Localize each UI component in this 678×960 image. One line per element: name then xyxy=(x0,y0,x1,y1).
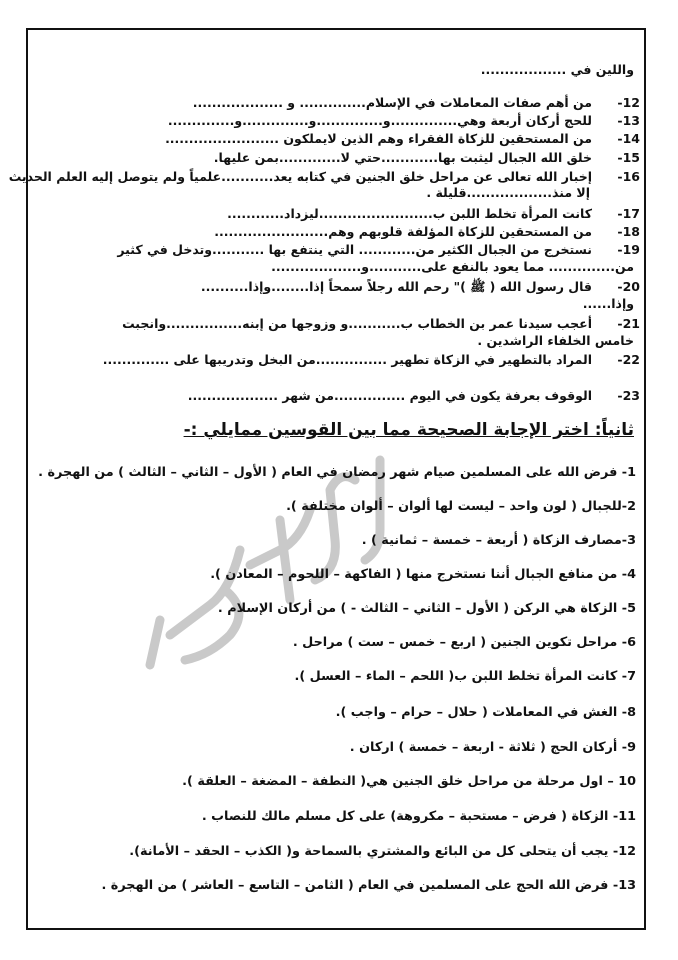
choice-item: 3-مصارف الزكاة ( أربعة – خمسة – ثمانية ) . xyxy=(361,533,636,548)
question-continuation: من.............. مما يعود بالنفع على...........و................... xyxy=(271,259,634,274)
question-text: نستخرج من الجبال الكثير من............ التي ينتفع بها ...........وتدخل في كثير xyxy=(117,242,592,257)
question-text: إخبار الله تعالى عن مراحل خلق الجنين في كتابه يعد...........علمياً ولم يتوصل إليه العلم الحديث xyxy=(8,169,592,184)
question-continuation: خامس الخلفاء الراشدين . xyxy=(477,333,634,348)
choice-item: 12- يجب أن يتحلى كل من البائع والمشتري بالسماحة و( الكذب – الحقد – الأمانة). xyxy=(129,844,636,859)
question-text: من أهم صفات المعاملات في الإسلام.............. و ................... xyxy=(192,95,592,110)
choice-item: 9- أركان الحج ( ثلاثة - اربعة – خمسة ) اركان . xyxy=(349,740,636,755)
question-text: من المستحقين للزكاة المؤلفة قلوبهم وهم........................ xyxy=(214,224,592,239)
question-number: -18 xyxy=(617,224,640,239)
choice-item: 5- الزكاة هي الركن ( الأول – الثاني – الثالث - ) من أركان الإسلام . xyxy=(217,601,636,616)
question-text: قال رسول الله ( ﷺ )" رحم الله رجلاً سمحاً إذا........وإذا.......... xyxy=(200,279,592,294)
choice-item: 13- فرض الله الحج على المسلمين في العام ( الثامن – التاسع – العاشر ) من الهجرة . xyxy=(101,878,636,893)
intro-line: واللين في .................. xyxy=(480,62,634,77)
question-text: الوقوف بعرفة يكون في اليوم ...............من شهر ................... xyxy=(187,388,592,403)
question-number: -13 xyxy=(617,113,640,128)
choice-item: 4- من منافع الجبال أننا نستخرج منها ( الفاكهة – اللحوم – المعادن ). xyxy=(210,567,636,582)
question-continuation: إلا منذ..................قليلة . xyxy=(426,185,590,200)
choice-item: 1- فرض الله على المسلمين صيام شهر رمضان في العام ( الأول – الثاني – الثالث ) من الهجرة . xyxy=(38,465,636,480)
section2-title: ثانياً: اختر الإجابة الصحيحة مما بين القوسين ممايلي :- xyxy=(183,420,634,440)
choice-item: 8- الغش في المعاملات ( حلال – حرام – واجب ). xyxy=(335,705,636,720)
question-number: -12 xyxy=(617,95,640,110)
question-text: المراد بالتطهير في الزكاة تطهير ...............من البخل وتدريبها على .............. xyxy=(102,352,592,367)
question-text: للحج أركان أربعة وهي..............و..............و..............و.............. xyxy=(167,113,592,128)
question-text: أعجب سيدنا عمر بن الخطاب ب...........و وزوجها من إبنه................وانجبت xyxy=(122,316,592,331)
question-number: -14 xyxy=(617,131,640,146)
question-number: -20 xyxy=(617,279,640,294)
question-number: -19 xyxy=(617,242,640,257)
question-number: -21 xyxy=(617,316,640,331)
question-text: من المستحقين للزكاة الفقراء وهم الذين لايملكون ........................ xyxy=(165,131,592,146)
question-number: -23 xyxy=(617,388,640,403)
question-text: خلق الله الجبال ليثبت بها............حتي لا.............بمن عليها. xyxy=(213,150,592,165)
choice-item: 10 – اول مرحلة من مراحل خلق الجنين هي( النطفة – المضغة – العلقة ). xyxy=(182,774,636,789)
question-number: -16 xyxy=(617,169,640,184)
choice-item: 2-للجبال ( لون واحد – ليست لها ألوان – ألوان مختلفة ). xyxy=(286,499,636,514)
question-text: كانت المرأة تخلط اللبن ب........................ليزداد............ xyxy=(227,206,592,221)
question-number: -15 xyxy=(617,150,640,165)
question-continuation: وإذا...... xyxy=(582,296,634,311)
choice-item: 11- الزكاة ( فرض – مستحبة – مكروهة) على كل مسلم مالك للنصاب . xyxy=(201,809,636,824)
question-number: -22 xyxy=(617,352,640,367)
choice-item: 6- مراحل تكوين الجنين ( اربع – خمس – ست ) مراحل . xyxy=(292,635,636,650)
choice-item: 7- كانت المرأة تخلط اللبن ب( اللحم – الماء – العسل ). xyxy=(294,669,636,684)
question-number: -17 xyxy=(617,206,640,221)
